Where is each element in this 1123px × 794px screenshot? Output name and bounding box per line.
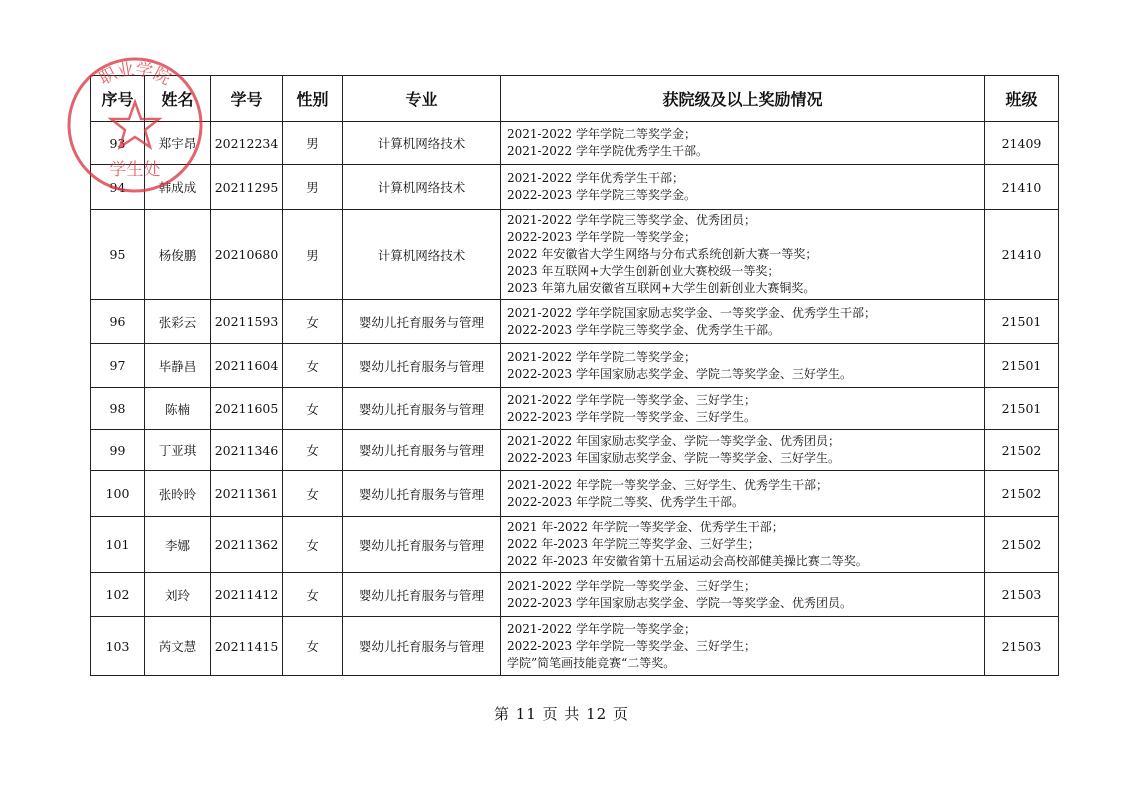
award-line: 2021-2022 学年优秀学生干部； bbox=[507, 171, 684, 185]
cell-class: 21410 bbox=[985, 165, 1059, 210]
cell-name: 丁亚琪 bbox=[145, 430, 211, 471]
table-row bbox=[91, 122, 1059, 165]
cell-student-id: 20211362 bbox=[211, 517, 283, 573]
award-line: 2021-2022 学年学院优秀学生干部。 bbox=[507, 144, 708, 158]
cell-student-id: 20211593 bbox=[211, 300, 283, 344]
award-line: 2021-2022 年国家励志奖学金、学院一等奖学金、优秀团员； bbox=[507, 434, 840, 448]
award-line: 2022-2023 学年学院三等奖学金、优秀学生干部。 bbox=[507, 322, 780, 337]
award-line: 2022 年-2023 年学院三等奖学金、三好学生； bbox=[507, 537, 760, 551]
cell-major: 婴幼儿托育服务与管理 bbox=[343, 300, 501, 344]
stamp-text-bottom: 学生处 bbox=[109, 160, 161, 180]
cell-gender: 女 bbox=[283, 617, 343, 676]
cell-major: 计算机网络技术 bbox=[343, 122, 501, 165]
table-row bbox=[91, 517, 1059, 573]
cell-major: 婴幼儿托育服务与管理 bbox=[343, 573, 501, 617]
cell-class: 21501 bbox=[985, 300, 1059, 344]
table-row bbox=[91, 617, 1059, 676]
cell-awards bbox=[501, 122, 985, 165]
cell-seq: 103 bbox=[91, 617, 145, 676]
cell-class: 21501 bbox=[985, 388, 1059, 430]
header-class: 班级 bbox=[985, 76, 1059, 122]
cell-student-id: 20211361 bbox=[211, 471, 283, 517]
cell-gender: 女 bbox=[283, 300, 343, 344]
award-line: 2021-2022 学年学院一等奖学金、三好学生； bbox=[507, 392, 756, 407]
cell-awards bbox=[501, 300, 985, 344]
cell-class: 21409 bbox=[985, 122, 1059, 165]
award-line: 2021-2022 学年学院三等奖学金、优秀团员； bbox=[507, 213, 756, 227]
awards-table bbox=[90, 75, 1059, 676]
award-line: 2021-2022 学年学院国家励志奖学金、一等奖学金、优秀学生干部； bbox=[507, 305, 876, 320]
cell-gender: 女 bbox=[283, 344, 343, 388]
cell-name: 张彩云 bbox=[145, 300, 211, 344]
award-line: 2021-2022 学年学院二等奖学金； bbox=[507, 127, 696, 141]
cell-major: 婴幼儿托育服务与管理 bbox=[343, 471, 501, 517]
cell-major: 婴幼儿托育服务与管理 bbox=[343, 517, 501, 573]
award-line: 2022-2023 学年国家励志奖学金、学院一等奖学金、优秀团员。 bbox=[507, 595, 852, 610]
cell-major: 婴幼儿托育服务与管理 bbox=[343, 430, 501, 471]
cell-awards bbox=[501, 617, 985, 676]
cell-gender: 女 bbox=[283, 388, 343, 430]
cell-gender: 男 bbox=[283, 165, 343, 210]
award-line: 2021 年-2022 年学院一等奖学金、优秀学生干部； bbox=[507, 520, 784, 534]
cell-name: 李娜 bbox=[145, 517, 211, 573]
cell-name: 郑宇昂 bbox=[145, 122, 211, 165]
table-header-row bbox=[91, 76, 1059, 122]
cell-seq: 100 bbox=[91, 471, 145, 517]
cell-awards bbox=[501, 344, 985, 388]
cell-awards bbox=[501, 430, 985, 471]
table-row bbox=[91, 471, 1059, 517]
cell-major: 婴幼儿托育服务与管理 bbox=[343, 344, 501, 388]
cell-student-id: 20210680 bbox=[211, 210, 283, 300]
header-seq: 序号 bbox=[91, 76, 145, 122]
cell-seq: 93 bbox=[91, 122, 145, 165]
cell-class: 21501 bbox=[985, 344, 1059, 388]
header-awards: 获院级及以上奖励情况 bbox=[501, 76, 985, 122]
table-row bbox=[91, 573, 1059, 617]
cell-name: 陈楠 bbox=[145, 388, 211, 430]
cell-gender: 女 bbox=[283, 517, 343, 573]
cell-seq: 99 bbox=[91, 430, 145, 471]
cell-gender: 女 bbox=[283, 573, 343, 617]
cell-awards bbox=[501, 573, 985, 617]
cell-awards bbox=[501, 210, 985, 300]
cell-name: 芮文慧 bbox=[145, 617, 211, 676]
cell-seq: 102 bbox=[91, 573, 145, 617]
cell-student-id: 20211346 bbox=[211, 430, 283, 471]
cell-awards bbox=[501, 517, 985, 573]
header-student-id: 学号 bbox=[211, 76, 283, 122]
cell-seq: 97 bbox=[91, 344, 145, 388]
award-line: 2021-2022 年学院一等奖学金、三好学生、优秀学生干部； bbox=[507, 477, 828, 492]
table-row bbox=[91, 344, 1059, 388]
cell-major: 计算机网络技术 bbox=[343, 210, 501, 300]
award-line: 2022 年-2023 年安徽省第十五届运动会高校部健美操比赛二等奖。 bbox=[507, 554, 868, 568]
cell-class: 21503 bbox=[985, 573, 1059, 617]
cell-class: 21503 bbox=[985, 617, 1059, 676]
header-gender: 性别 bbox=[283, 76, 343, 122]
stamp-text-top: 职业学院 bbox=[95, 59, 175, 90]
award-line: 2023 年第九届安徽省互联网+大学生创新创业大赛铜奖。 bbox=[507, 281, 816, 295]
page-number-footer: 第 11 页 共 12 页 bbox=[493, 705, 629, 723]
cell-name: 韩成成 bbox=[145, 165, 211, 210]
award-line: 2021-2022 学年学院一等奖学金； bbox=[507, 621, 696, 636]
table-row bbox=[91, 430, 1059, 471]
header-major: 专业 bbox=[343, 76, 501, 122]
award-line: 2022-2023 年学院二等奖、优秀学生干部。 bbox=[507, 494, 744, 509]
award-line: 2022 年安徽省大学生网络与分布式系统创新大赛一等奖； bbox=[507, 247, 818, 261]
table-row bbox=[91, 300, 1059, 344]
cell-class: 21502 bbox=[985, 517, 1059, 573]
cell-gender: 女 bbox=[283, 471, 343, 517]
cell-student-id: 20211412 bbox=[211, 573, 283, 617]
cell-gender: 女 bbox=[283, 430, 343, 471]
cell-seq: 96 bbox=[91, 300, 145, 344]
cell-name: 张昤昤 bbox=[145, 471, 211, 517]
award-line: 2023 年互联网+大学生创新创业大赛校级一等奖； bbox=[507, 264, 780, 278]
cell-class: 21502 bbox=[985, 430, 1059, 471]
cell-student-id: 20211295 bbox=[211, 165, 283, 210]
cell-seq: 98 bbox=[91, 388, 145, 430]
cell-name: 毕静昌 bbox=[145, 344, 211, 388]
cell-awards bbox=[501, 388, 985, 430]
cell-gender: 男 bbox=[283, 210, 343, 300]
table-row bbox=[91, 165, 1059, 210]
table-row bbox=[91, 388, 1059, 430]
table-row bbox=[91, 210, 1059, 300]
award-line: 2022-2023 学年国家励志奖学金、学院二等奖学金、三好学生。 bbox=[507, 366, 852, 381]
award-line: 学院”简笔画技能竞赛“二等奖。 bbox=[507, 655, 676, 670]
award-line: 2022-2023 学年学院一等奖学金、三好学生； bbox=[507, 638, 756, 653]
award-line: 2021-2022 学年学院一等奖学金、三好学生； bbox=[507, 578, 756, 593]
cell-major: 婴幼儿托育服务与管理 bbox=[343, 388, 501, 430]
cell-student-id: 20211604 bbox=[211, 344, 283, 388]
header-name: 姓名 bbox=[145, 76, 211, 122]
award-line: 2022-2023 学年学院三等奖学金。 bbox=[507, 188, 696, 202]
cell-name: 刘玲 bbox=[145, 573, 211, 617]
award-line: 2022-2023 学年学院一等奖学金、三好学生。 bbox=[507, 409, 756, 424]
cell-class: 21410 bbox=[985, 210, 1059, 300]
cell-awards bbox=[501, 471, 985, 517]
cell-major: 婴幼儿托育服务与管理 bbox=[343, 617, 501, 676]
cell-class: 21502 bbox=[985, 471, 1059, 517]
award-line: 2022-2023 学年学院一等奖学金； bbox=[507, 230, 696, 244]
award-line: 2022-2023 年国家励志奖学金、学院一等奖学金、三好学生。 bbox=[507, 451, 840, 465]
cell-student-id: 20211605 bbox=[211, 388, 283, 430]
cell-seq: 94 bbox=[91, 165, 145, 210]
cell-student-id: 20212234 bbox=[211, 122, 283, 165]
award-line: 2021-2022 学年学院二等奖学金； bbox=[507, 349, 696, 364]
cell-major: 计算机网络技术 bbox=[343, 165, 501, 210]
cell-seq: 95 bbox=[91, 210, 145, 300]
cell-seq: 101 bbox=[91, 517, 145, 573]
cell-gender: 男 bbox=[283, 122, 343, 165]
cell-student-id: 20211415 bbox=[211, 617, 283, 676]
cell-name: 杨俊鹏 bbox=[145, 210, 211, 300]
cell-awards bbox=[501, 165, 985, 210]
